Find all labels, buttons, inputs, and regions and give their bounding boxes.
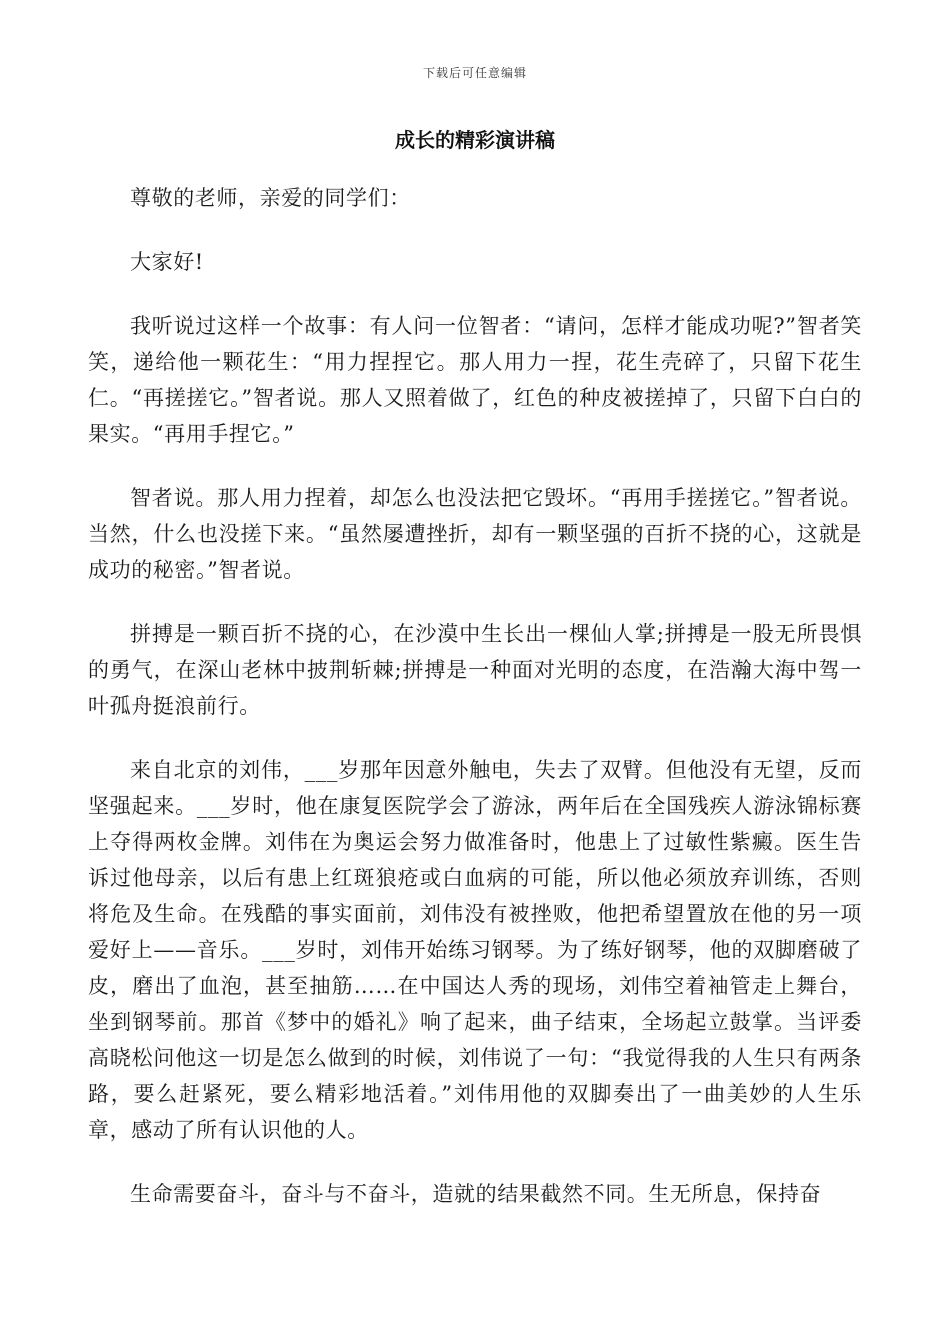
paragraph: 拼搏是一颗百折不挠的心，在沙漠中生长出一棵仙人掌;拼搏是一股无所畏惧的勇气，在深山老林中披荆斩棘;拼搏是一种面对光明的态度，在浩瀚大海中驾一叶孤舟挺浪前行。 (88, 622, 862, 718)
paragraph: 智者说。那人用力捏着，却怎么也没法把它毁坏。“再用手搓搓它。”智者说。当然，什么也没搓下来。“虽然屡遭挫折，却有一颗坚强的百折不挠的心，这就是成功的秘密。”智者说。 (88, 486, 862, 582)
hello-line: 大家好! (130, 250, 204, 274)
header-note: 下载后可任意编辑 (422, 66, 527, 80)
page-title: 成长的精彩演讲稿 (395, 128, 555, 152)
paragraph: 我听说过这样一个故事：有人问一位智者：“请问，怎样才能成功呢?”智者笑笑，递给他一颗花生：“用力捏捏它。那人用力一捏，花生壳碎了，只留下花生仁。“再搓搓它。”智者说。那人又照着做了，红色的种皮被搓掉了，只留下白白的果实。“再用手捏它。” (88, 314, 862, 446)
document-body (88, 180, 862, 1240)
paragraph: 生命需要奋斗，奋斗与不奋斗，造就的结果截然不同。生无所息，保持奋 (130, 1182, 822, 1206)
greeting-line: 尊敬的老师，亲爱的同学们： (130, 186, 411, 210)
paragraph: 来自北京的刘伟，___岁那年因意外触电，失去了双臂。但他没有无望，反而坚强起来。___岁时，他在康复医院学会了游泳，两年后在全国残疾人游泳锦标赛上夺得两枚金牌。刘伟在为奥运会努力做准备时，他患上了过敏性紫癜。医生告诉过他母亲，以后有患上红斑狼疮或白血病的可能，所以他必须放弃训练，否则将危及生命。在残酷的事实面前，刘伟没有被挫败，他把希望置放在他的另一项爱好上——音乐。___岁时，刘伟开始练习钢琴。为了练好钢琴，他的双脚磨破了皮，磨出了血泡，甚至抽筋……在中国达人秀的现场，刘伟空着袖管走上舞台，坐到钢琴前。那首《梦中的婚礼》响了起来，曲子结束，全场起立鼓掌。当评委高晓松问他这一切是怎么做到的时候，刘伟说了一句：“我觉得我的人生只有两条路，要么赶紧死，要么精彩地活着。”刘伟用他的双脚奏出了一曲美妙的人生乐章，感动了所有认识他的人。 (88, 758, 862, 1142)
